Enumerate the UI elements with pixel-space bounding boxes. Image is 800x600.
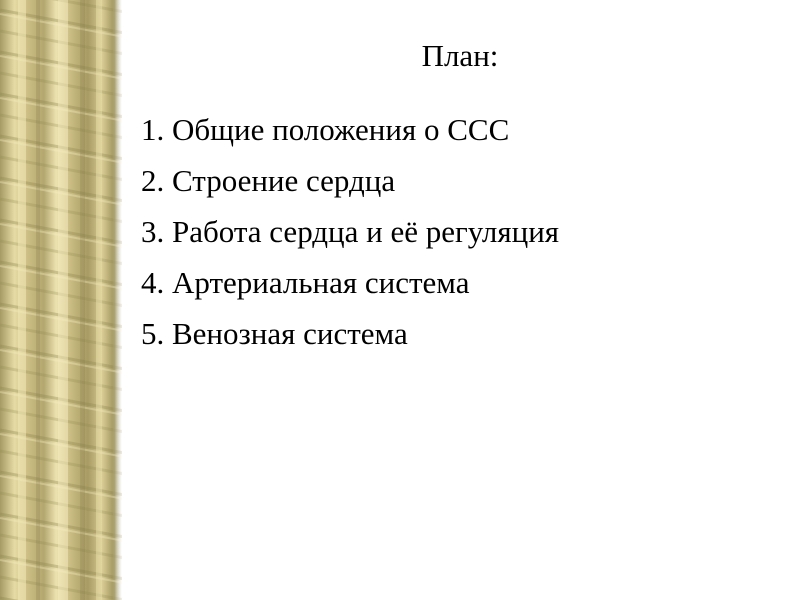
agenda-list [141, 104, 559, 359]
agenda-item: 1. Общие положения о ССС [141, 112, 510, 147]
agenda-item: 3. Работа сердца и её регуляция [141, 214, 560, 249]
agenda-item: 4. Артериальная система [141, 265, 470, 300]
agenda-item: 2. Строение сердца [141, 163, 396, 198]
slide-title: План: [421, 38, 499, 73]
rope-column-border [0, 0, 130, 600]
agenda-item: 5. Венозная система [141, 316, 408, 351]
